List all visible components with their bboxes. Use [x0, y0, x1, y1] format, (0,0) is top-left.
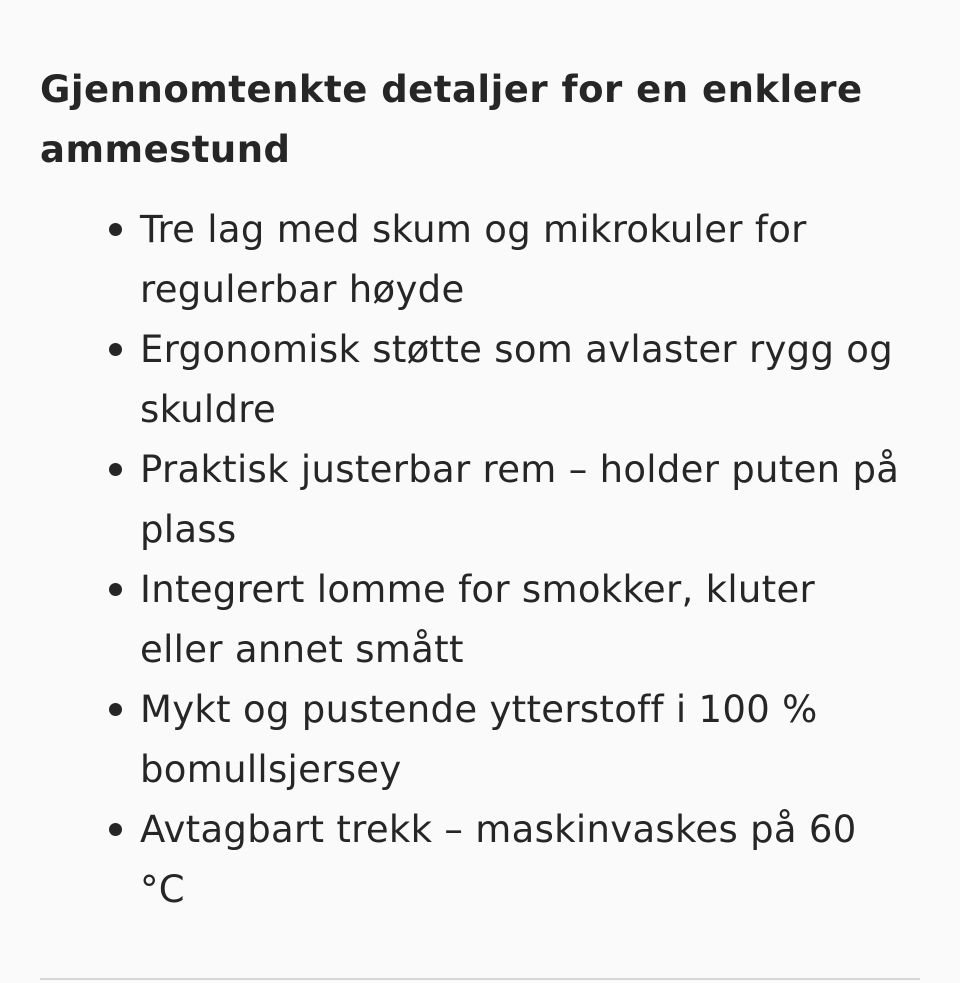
feature-text: Praktisk justerbar rem – holder puten på plass [140, 448, 900, 551]
bullet-icon [109, 463, 122, 476]
list-item [0, 200, 900, 320]
feature-text: Integrert lomme for smokker, kluter eller annet smått [140, 568, 816, 671]
list-item [0, 440, 900, 560]
divider [40, 978, 920, 980]
list-item [0, 800, 900, 920]
feature-text: Tre lag med skum og mikrokuler for regulerbar høyde [140, 208, 807, 311]
bullet-icon [109, 223, 122, 236]
feature-text: Mykt og pustende ytterstoff i 100 % bomullsjersey [140, 688, 818, 791]
section-heading: Gjennomtenkte detaljer for en enklere ammestund [40, 68, 863, 171]
bullet-icon [109, 583, 122, 596]
list-item [0, 680, 900, 800]
feature-list [0, 200, 960, 920]
bullet-icon [109, 823, 122, 836]
list-item [0, 320, 900, 440]
list-item [0, 560, 900, 680]
bullet-icon [109, 703, 122, 716]
feature-text: Ergonomisk støtte som avlaster rygg og skuldre [140, 328, 894, 431]
bullet-icon [109, 343, 122, 356]
feature-text: Avtagbart trekk – maskinvaskes på 60 °C [140, 808, 857, 911]
